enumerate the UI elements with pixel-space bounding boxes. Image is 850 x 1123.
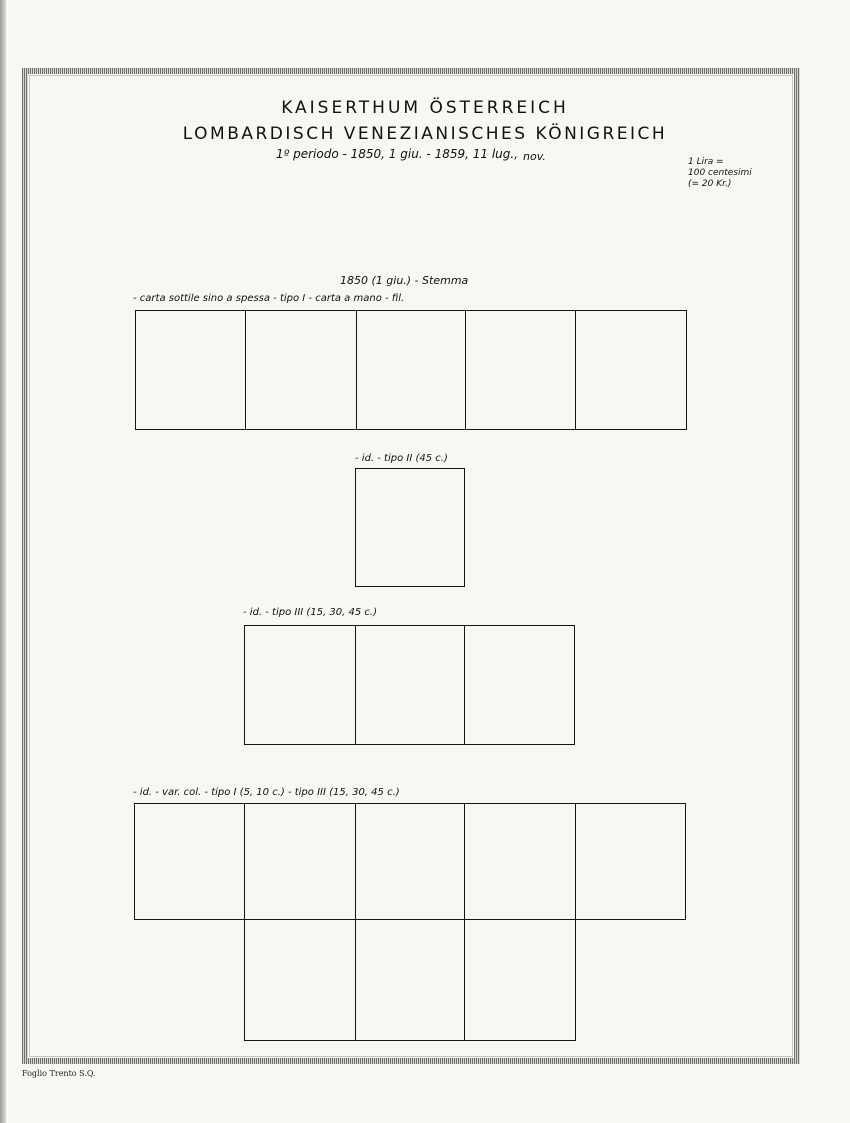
row4-caption: - id. - var. col. - tipo I (5, 10 c.) - tipo III (15, 30, 45 c.) <box>133 787 400 798</box>
stamp-mount <box>244 919 356 1041</box>
row1-caption: - carta sottile sino a spessa - tipo I - carta a mano - fil. <box>133 293 405 304</box>
stamp-mount <box>244 803 356 920</box>
stamp-mount <box>356 310 466 430</box>
title-line-1: KAISERTHUM ÖSTERREICH <box>281 98 569 118</box>
stamp-mount <box>575 310 687 430</box>
footer-imprint: Foglio Trento S.Q. <box>22 1069 96 1078</box>
stamp-mount <box>135 310 246 430</box>
stamp-mount <box>465 310 576 430</box>
row2-caption: - id. - tipo II (45 c.) <box>355 453 448 464</box>
currency-note <box>688 157 752 190</box>
stamp-mount <box>575 803 686 920</box>
stamp-mount <box>245 310 357 430</box>
currency-line-3: (= 20 Kr.) <box>688 179 732 189</box>
page-edge <box>0 0 6 1123</box>
stamp-mount <box>464 625 575 745</box>
stamp-mount <box>355 803 465 920</box>
stamp-mount <box>464 919 576 1041</box>
period-suffix: nov. <box>523 150 546 163</box>
stamp-mount <box>355 468 465 587</box>
stamp-mount <box>134 803 245 920</box>
title-line-2: LOMBARDISCH VENEZIANISCHES KÖNIGREICH <box>182 124 668 144</box>
stamp-mount <box>355 625 465 745</box>
stamp-mount <box>244 625 356 745</box>
currency-line-2: 100 centesimi <box>688 168 752 178</box>
row3-caption: - id. - tipo III (15, 30, 45 c.) <box>243 607 377 618</box>
period-text: 1º periodo - 1850, 1 giu. - 1859, 11 lug., <box>276 147 519 161</box>
stamp-mount <box>355 919 465 1041</box>
issue-heading: 1850 (1 giu.) - Stemma <box>340 274 469 287</box>
stamp-mount <box>464 803 576 920</box>
currency-line-1: 1 Lira = <box>688 157 724 167</box>
